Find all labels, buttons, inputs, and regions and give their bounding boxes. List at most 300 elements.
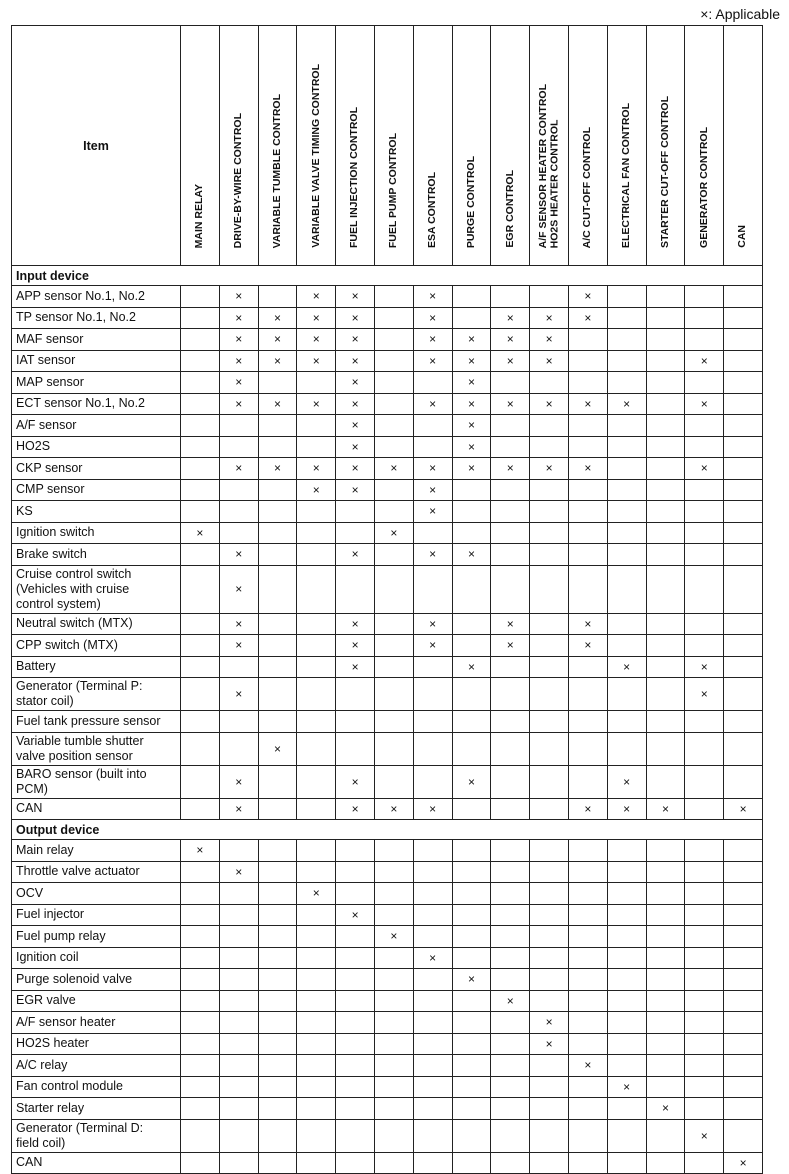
column-header-label: FUEL INJECTION CONTROL bbox=[348, 107, 361, 248]
table-row bbox=[12, 883, 763, 905]
empty-cell bbox=[258, 904, 297, 926]
empty-cell bbox=[219, 501, 258, 523]
empty-cell bbox=[374, 565, 413, 613]
empty-cell bbox=[607, 1033, 646, 1055]
empty-cell bbox=[452, 307, 491, 329]
applicable-mark: × bbox=[297, 350, 336, 372]
row-item-label: Fuel tank pressure sensor bbox=[12, 711, 181, 733]
empty-cell bbox=[491, 904, 530, 926]
empty-cell bbox=[374, 904, 413, 926]
applicable-mark: × bbox=[219, 613, 258, 635]
empty-cell bbox=[568, 861, 607, 883]
applicable-mark: × bbox=[336, 307, 375, 329]
empty-cell bbox=[181, 1012, 220, 1034]
empty-cell bbox=[646, 883, 685, 905]
empty-cell bbox=[530, 522, 569, 544]
empty-cell bbox=[530, 544, 569, 566]
empty-cell bbox=[530, 678, 569, 711]
empty-cell bbox=[336, 990, 375, 1012]
empty-cell bbox=[452, 861, 491, 883]
empty-cell bbox=[258, 861, 297, 883]
empty-cell bbox=[607, 372, 646, 394]
empty-cell bbox=[181, 613, 220, 635]
applicable-mark: × bbox=[374, 522, 413, 544]
empty-cell bbox=[568, 329, 607, 351]
applicable-mark: × bbox=[219, 307, 258, 329]
applicable-mark: × bbox=[452, 544, 491, 566]
empty-cell bbox=[646, 904, 685, 926]
applicable-mark: × bbox=[258, 458, 297, 480]
empty-cell bbox=[374, 307, 413, 329]
empty-cell bbox=[452, 1152, 491, 1174]
row-item-label: Starter relay bbox=[12, 1098, 181, 1120]
applicable-mark: × bbox=[336, 544, 375, 566]
empty-cell bbox=[607, 1152, 646, 1174]
empty-cell bbox=[724, 765, 763, 798]
row-item-label: Main relay bbox=[12, 840, 181, 862]
row-item-label: ECT sensor No.1, No.2 bbox=[12, 393, 181, 415]
empty-cell bbox=[724, 372, 763, 394]
empty-cell bbox=[297, 904, 336, 926]
row-item-label: APP sensor No.1, No.2 bbox=[12, 286, 181, 308]
empty-cell bbox=[607, 522, 646, 544]
empty-cell bbox=[568, 883, 607, 905]
empty-cell bbox=[607, 947, 646, 969]
empty-cell bbox=[685, 479, 724, 501]
empty-cell bbox=[491, 947, 530, 969]
empty-cell bbox=[258, 565, 297, 613]
applicable-mark: × bbox=[413, 798, 452, 820]
empty-cell bbox=[491, 861, 530, 883]
empty-cell bbox=[219, 926, 258, 948]
row-item-label: CKP sensor bbox=[12, 458, 181, 480]
empty-cell bbox=[568, 522, 607, 544]
applicable-mark: × bbox=[452, 656, 491, 678]
applicable-mark: × bbox=[219, 372, 258, 394]
empty-cell bbox=[724, 436, 763, 458]
applicable-mark: × bbox=[413, 393, 452, 415]
empty-cell bbox=[491, 372, 530, 394]
empty-cell bbox=[452, 1055, 491, 1077]
empty-cell bbox=[258, 883, 297, 905]
empty-cell bbox=[219, 711, 258, 733]
table-row bbox=[12, 798, 763, 820]
empty-cell bbox=[607, 286, 646, 308]
applicable-mark: × bbox=[413, 947, 452, 969]
empty-cell bbox=[297, 613, 336, 635]
applicable-mark: × bbox=[568, 307, 607, 329]
applicable-mark: × bbox=[685, 678, 724, 711]
empty-cell bbox=[452, 286, 491, 308]
empty-cell bbox=[297, 1119, 336, 1152]
empty-cell bbox=[491, 1098, 530, 1120]
empty-cell bbox=[724, 565, 763, 613]
column-header-label: MAIN RELAY bbox=[193, 183, 206, 248]
empty-cell bbox=[530, 1055, 569, 1077]
row-item-label: Neutral switch (MTX) bbox=[12, 613, 181, 635]
table-row bbox=[12, 565, 763, 613]
column-header bbox=[568, 26, 607, 266]
table-row bbox=[12, 711, 763, 733]
empty-cell bbox=[685, 711, 724, 733]
empty-cell bbox=[413, 1098, 452, 1120]
empty-cell bbox=[181, 883, 220, 905]
applicable-mark: × bbox=[607, 1076, 646, 1098]
applicable-mark: × bbox=[452, 350, 491, 372]
table-row bbox=[12, 1033, 763, 1055]
empty-cell bbox=[413, 415, 452, 437]
applicable-mark: × bbox=[452, 458, 491, 480]
empty-cell bbox=[646, 613, 685, 635]
empty-cell bbox=[258, 947, 297, 969]
applicable-mark: × bbox=[336, 286, 375, 308]
table-row bbox=[12, 479, 763, 501]
empty-cell bbox=[530, 883, 569, 905]
column-header-label: CAN bbox=[736, 225, 749, 248]
empty-cell bbox=[724, 415, 763, 437]
empty-cell bbox=[491, 1119, 530, 1152]
empty-cell bbox=[336, 732, 375, 765]
empty-cell bbox=[685, 765, 724, 798]
column-header-label: A/F SENSOR HEATER CONTROL HO2S HEATER CONTROL bbox=[536, 83, 561, 248]
empty-cell bbox=[646, 947, 685, 969]
empty-cell bbox=[724, 904, 763, 926]
empty-cell bbox=[724, 501, 763, 523]
empty-cell bbox=[258, 286, 297, 308]
empty-cell bbox=[181, 732, 220, 765]
empty-cell bbox=[607, 1055, 646, 1077]
empty-cell bbox=[646, 711, 685, 733]
empty-cell bbox=[413, 765, 452, 798]
empty-cell bbox=[607, 840, 646, 862]
column-header bbox=[724, 26, 763, 266]
empty-cell bbox=[568, 1152, 607, 1174]
empty-cell bbox=[181, 1033, 220, 1055]
empty-cell bbox=[374, 436, 413, 458]
applicable-mark: × bbox=[336, 393, 375, 415]
table-row bbox=[12, 904, 763, 926]
empty-cell bbox=[413, 372, 452, 394]
applicable-mark: × bbox=[336, 798, 375, 820]
empty-cell bbox=[607, 635, 646, 657]
empty-cell bbox=[568, 1076, 607, 1098]
empty-cell bbox=[181, 415, 220, 437]
applicable-mark: × bbox=[452, 393, 491, 415]
empty-cell bbox=[530, 969, 569, 991]
empty-cell bbox=[336, 969, 375, 991]
empty-cell bbox=[336, 883, 375, 905]
empty-cell bbox=[724, 307, 763, 329]
empty-cell bbox=[452, 711, 491, 733]
empty-cell bbox=[685, 840, 724, 862]
empty-cell bbox=[685, 329, 724, 351]
applicable-mark: × bbox=[685, 1119, 724, 1152]
empty-cell bbox=[607, 501, 646, 523]
applicable-mark: × bbox=[452, 969, 491, 991]
empty-cell bbox=[568, 678, 607, 711]
empty-cell bbox=[646, 458, 685, 480]
empty-cell bbox=[646, 286, 685, 308]
empty-cell bbox=[297, 1033, 336, 1055]
empty-cell bbox=[181, 501, 220, 523]
empty-cell bbox=[646, 329, 685, 351]
item-header: Item bbox=[12, 26, 181, 266]
empty-cell bbox=[374, 1152, 413, 1174]
table-row bbox=[12, 947, 763, 969]
empty-cell bbox=[685, 1033, 724, 1055]
empty-cell bbox=[413, 1012, 452, 1034]
applicable-mark: × bbox=[336, 656, 375, 678]
empty-cell bbox=[297, 635, 336, 657]
empty-cell bbox=[646, 926, 685, 948]
empty-cell bbox=[646, 350, 685, 372]
empty-cell bbox=[685, 501, 724, 523]
applicable-mark: × bbox=[491, 307, 530, 329]
empty-cell bbox=[258, 522, 297, 544]
table-row bbox=[12, 415, 763, 437]
table-row bbox=[12, 1076, 763, 1098]
empty-cell bbox=[607, 883, 646, 905]
empty-cell bbox=[530, 656, 569, 678]
empty-cell bbox=[297, 522, 336, 544]
empty-cell bbox=[374, 286, 413, 308]
empty-cell bbox=[491, 1152, 530, 1174]
empty-cell bbox=[607, 732, 646, 765]
empty-cell bbox=[491, 840, 530, 862]
empty-cell bbox=[568, 565, 607, 613]
applicable-mark: × bbox=[491, 350, 530, 372]
empty-cell bbox=[181, 458, 220, 480]
empty-cell bbox=[724, 947, 763, 969]
empty-cell bbox=[181, 1098, 220, 1120]
empty-cell bbox=[646, 1076, 685, 1098]
empty-cell bbox=[181, 798, 220, 820]
empty-cell bbox=[336, 1098, 375, 1120]
row-item-label: Ignition switch bbox=[12, 522, 181, 544]
empty-cell bbox=[646, 969, 685, 991]
empty-cell bbox=[297, 565, 336, 613]
row-item-label: KS bbox=[12, 501, 181, 523]
empty-cell bbox=[724, 393, 763, 415]
empty-cell bbox=[568, 732, 607, 765]
row-item-label: Brake switch bbox=[12, 544, 181, 566]
empty-cell bbox=[258, 1098, 297, 1120]
applicable-mark: × bbox=[219, 329, 258, 351]
empty-cell bbox=[374, 656, 413, 678]
row-item-label: BARO sensor (built into PCM) bbox=[12, 765, 181, 798]
row-item-label: Cruise control switch (Vehicles with cruise control system) bbox=[12, 565, 181, 613]
empty-cell bbox=[336, 1152, 375, 1174]
empty-cell bbox=[297, 947, 336, 969]
column-header bbox=[181, 26, 220, 266]
empty-cell bbox=[568, 969, 607, 991]
table-row bbox=[12, 656, 763, 678]
empty-cell bbox=[568, 765, 607, 798]
row-item-label: HO2S bbox=[12, 436, 181, 458]
empty-cell bbox=[646, 1119, 685, 1152]
empty-cell bbox=[219, 969, 258, 991]
empty-cell bbox=[258, 635, 297, 657]
empty-cell bbox=[491, 565, 530, 613]
header-row bbox=[12, 26, 763, 266]
applicable-mark: × bbox=[219, 861, 258, 883]
empty-cell bbox=[685, 990, 724, 1012]
empty-cell bbox=[413, 678, 452, 711]
row-item-label: Generator (Terminal P: stator coil) bbox=[12, 678, 181, 711]
empty-cell bbox=[530, 926, 569, 948]
empty-cell bbox=[685, 904, 724, 926]
empty-cell bbox=[491, 544, 530, 566]
empty-cell bbox=[452, 883, 491, 905]
empty-cell bbox=[219, 436, 258, 458]
empty-cell bbox=[297, 861, 336, 883]
empty-cell bbox=[219, 990, 258, 1012]
empty-cell bbox=[530, 635, 569, 657]
empty-cell bbox=[568, 1012, 607, 1034]
empty-cell bbox=[181, 436, 220, 458]
empty-cell bbox=[374, 1012, 413, 1034]
applicable-mark: × bbox=[607, 798, 646, 820]
empty-cell bbox=[607, 613, 646, 635]
empty-cell bbox=[374, 990, 413, 1012]
empty-cell bbox=[452, 798, 491, 820]
empty-cell bbox=[219, 1055, 258, 1077]
empty-cell bbox=[336, 678, 375, 711]
empty-cell bbox=[607, 458, 646, 480]
applicable-mark: × bbox=[336, 458, 375, 480]
row-item-label: OCV bbox=[12, 883, 181, 905]
empty-cell bbox=[607, 861, 646, 883]
applicable-mark: × bbox=[219, 393, 258, 415]
applicable-mark: × bbox=[297, 307, 336, 329]
empty-cell bbox=[685, 436, 724, 458]
applicable-mark: × bbox=[413, 307, 452, 329]
empty-cell bbox=[724, 1012, 763, 1034]
applicable-mark: × bbox=[219, 286, 258, 308]
column-header bbox=[258, 26, 297, 266]
empty-cell bbox=[452, 479, 491, 501]
empty-cell bbox=[258, 1152, 297, 1174]
empty-cell bbox=[646, 990, 685, 1012]
empty-cell bbox=[181, 990, 220, 1012]
empty-cell bbox=[413, 969, 452, 991]
empty-cell bbox=[646, 565, 685, 613]
empty-cell bbox=[685, 635, 724, 657]
empty-cell bbox=[452, 732, 491, 765]
column-header-label: VARIABLE TUMBLE CONTROL bbox=[270, 93, 283, 248]
applicable-mark: × bbox=[685, 393, 724, 415]
empty-cell bbox=[219, 883, 258, 905]
empty-cell bbox=[607, 307, 646, 329]
empty-cell bbox=[491, 765, 530, 798]
empty-cell bbox=[491, 883, 530, 905]
empty-cell bbox=[181, 969, 220, 991]
applicable-mark: × bbox=[452, 329, 491, 351]
empty-cell bbox=[724, 544, 763, 566]
empty-cell bbox=[646, 415, 685, 437]
empty-cell bbox=[685, 1076, 724, 1098]
empty-cell bbox=[685, 1098, 724, 1120]
empty-cell bbox=[607, 544, 646, 566]
empty-cell bbox=[646, 372, 685, 394]
empty-cell bbox=[568, 544, 607, 566]
empty-cell bbox=[374, 1119, 413, 1152]
applicable-mark: × bbox=[491, 613, 530, 635]
applicable-mark: × bbox=[452, 436, 491, 458]
empty-cell bbox=[568, 990, 607, 1012]
empty-cell bbox=[646, 765, 685, 798]
empty-cell bbox=[297, 969, 336, 991]
empty-cell bbox=[219, 1119, 258, 1152]
empty-cell bbox=[607, 904, 646, 926]
empty-cell bbox=[297, 1076, 336, 1098]
empty-cell bbox=[685, 565, 724, 613]
column-header-label: EGR CONTROL bbox=[503, 170, 516, 248]
empty-cell bbox=[336, 1055, 375, 1077]
column-header bbox=[491, 26, 530, 266]
empty-cell bbox=[181, 329, 220, 351]
empty-cell bbox=[181, 1076, 220, 1098]
empty-cell bbox=[336, 926, 375, 948]
empty-cell bbox=[374, 840, 413, 862]
row-item-label: EGR valve bbox=[12, 990, 181, 1012]
empty-cell bbox=[297, 1098, 336, 1120]
applicable-mark: × bbox=[413, 458, 452, 480]
column-header-label: PURGE CONTROL bbox=[464, 155, 477, 248]
empty-cell bbox=[181, 372, 220, 394]
applicable-mark: × bbox=[413, 329, 452, 351]
applicable-mark: × bbox=[413, 544, 452, 566]
empty-cell bbox=[452, 904, 491, 926]
empty-cell bbox=[530, 840, 569, 862]
empty-cell bbox=[646, 501, 685, 523]
applicable-mark: × bbox=[374, 458, 413, 480]
row-item-label: CPP switch (MTX) bbox=[12, 635, 181, 657]
empty-cell bbox=[568, 947, 607, 969]
empty-cell bbox=[724, 1033, 763, 1055]
empty-cell bbox=[374, 861, 413, 883]
applicable-mark: × bbox=[530, 1033, 569, 1055]
empty-cell bbox=[530, 990, 569, 1012]
applicable-mark: × bbox=[336, 415, 375, 437]
table-body bbox=[12, 266, 763, 1174]
empty-cell bbox=[374, 415, 413, 437]
empty-cell bbox=[413, 990, 452, 1012]
empty-cell bbox=[530, 565, 569, 613]
empty-cell bbox=[258, 501, 297, 523]
empty-cell bbox=[181, 861, 220, 883]
empty-cell bbox=[219, 840, 258, 862]
column-header bbox=[336, 26, 375, 266]
empty-cell bbox=[181, 765, 220, 798]
table-row bbox=[12, 350, 763, 372]
empty-cell bbox=[724, 479, 763, 501]
applicable-mark: × bbox=[219, 458, 258, 480]
empty-cell bbox=[646, 307, 685, 329]
applicable-mark: × bbox=[181, 840, 220, 862]
row-item-label: CMP sensor bbox=[12, 479, 181, 501]
empty-cell bbox=[181, 565, 220, 613]
empty-cell bbox=[724, 286, 763, 308]
table-row bbox=[12, 969, 763, 991]
empty-cell bbox=[530, 286, 569, 308]
empty-cell bbox=[413, 926, 452, 948]
empty-cell bbox=[491, 798, 530, 820]
empty-cell bbox=[530, 1098, 569, 1120]
table-row bbox=[12, 307, 763, 329]
applicable-mark: × bbox=[685, 656, 724, 678]
applicable-mark: × bbox=[724, 1152, 763, 1174]
